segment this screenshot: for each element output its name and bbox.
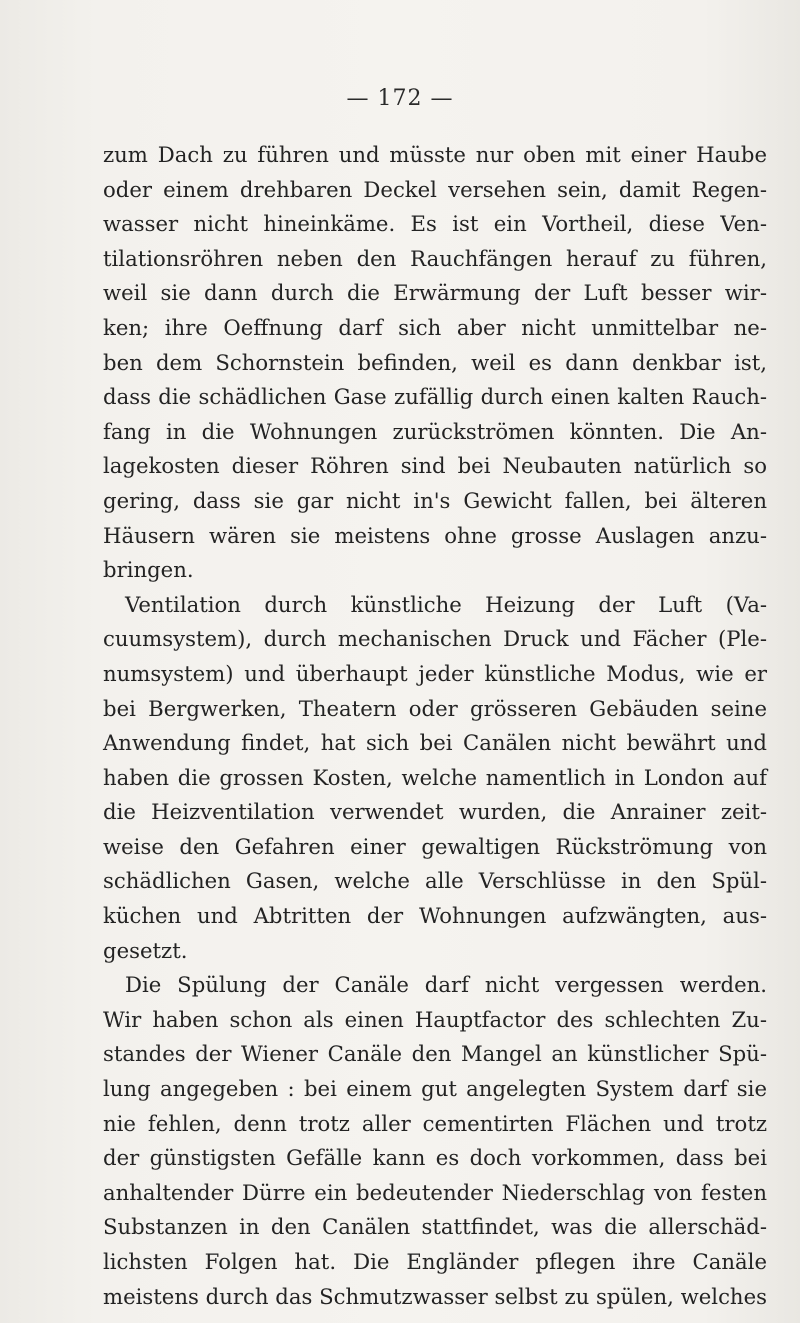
text-line: Die Spülung der Canäle darf nicht vergessen werden. bbox=[125, 972, 767, 998]
text-line: haben die grossen Kosten, welche namentlich in London auf bbox=[103, 764, 767, 790]
text-line: schädlichen Gasen, welche alle Verschlüsse in den Spül- bbox=[103, 868, 767, 894]
text-line: bei Bergwerken, Theatern oder grösseren Gebäuden seine bbox=[103, 695, 767, 721]
text-line: Ventilation durch künstliche Heizung der Luft (Va- bbox=[125, 591, 767, 617]
text-line: gering, dass sie gar nicht in's Gewicht fallen, bei älteren bbox=[103, 487, 767, 513]
text-line: weise den Gefahren einer gewaltigen Rückströmung von bbox=[103, 833, 767, 859]
body-text bbox=[103, 138, 767, 1314]
text-line: ben dem Schornstein befinden, weil es dann denkbar ist, bbox=[103, 349, 767, 375]
text-line: gesetzt. bbox=[103, 937, 188, 963]
text-line: anhaltender Dürre ein bedeutender Niederschlag von festen bbox=[103, 1179, 767, 1205]
text-line: dass die schädlichen Gase zufällig durch einen kalten Rauch- bbox=[103, 384, 767, 410]
page-number: — 172 — bbox=[346, 86, 454, 111]
text-line: die Heizventilation verwendet wurden, die Anrainer zeit- bbox=[103, 799, 767, 825]
text-line: oder einem drehbaren Deckel versehen sein, damit Regen- bbox=[103, 176, 767, 202]
text-line: lichsten Folgen hat. Die Engländer pflegen ihre Canäle bbox=[103, 1249, 767, 1274]
text-line: nie fehlen, denn trotz aller cementirten Flächen und trotz bbox=[103, 1110, 767, 1136]
text-line: küchen und Abtritten der Wohnungen aufzwängten, aus- bbox=[103, 903, 767, 929]
text-line: wasser nicht hineinkäme. Es ist ein Vortheil, diese Ven- bbox=[103, 211, 767, 237]
text-line: lagekosten dieser Röhren sind bei Neubauten natürlich so bbox=[103, 453, 767, 479]
text-line: meistens durch das Schmutzwasser selbst zu spülen, welches bbox=[103, 1283, 767, 1309]
text-line: Anwendung findet, hat sich bei Canälen nicht bewährt und bbox=[103, 730, 767, 756]
text-line: bringen. bbox=[103, 557, 194, 583]
text-line: standes der Wiener Canäle den Mangel an künstlicher Spü- bbox=[103, 1041, 767, 1067]
text-line: cuumsystem), durch mechanischen Druck und Fächer (Ple- bbox=[103, 626, 767, 652]
text-line: numsystem) und überhaupt jeder künstliche Modus, wie er bbox=[103, 660, 767, 686]
text-line: lung angegeben : bei einem gut angelegten System darf sie bbox=[103, 1076, 767, 1102]
text-line: fang in die Wohnungen zurückströmen könnten. Die An- bbox=[103, 418, 767, 444]
text-line: zum Dach zu führen und müsste nur oben mit einer Haube bbox=[103, 142, 767, 167]
text-line: Wir haben schon als einen Hauptfactor des schlechten Zu- bbox=[103, 1006, 767, 1032]
text-line: weil sie dann durch die Erwärmung der Luft besser wir- bbox=[103, 280, 767, 306]
text-line: der günstigsten Gefälle kann es doch vorkommen, dass bei bbox=[103, 1145, 767, 1171]
text-line: Substanzen in den Canälen stattfindet, was die allerschäd- bbox=[103, 1214, 767, 1240]
text-line: Häusern wären sie meistens ohne grosse Auslagen anzu- bbox=[103, 522, 767, 548]
text-line: tilationsröhren neben den Rauchfängen herauf zu führen, bbox=[103, 245, 767, 271]
text-line: ken; ihre Oeffnung darf sich aber nicht unmittelbar ne- bbox=[103, 314, 767, 340]
